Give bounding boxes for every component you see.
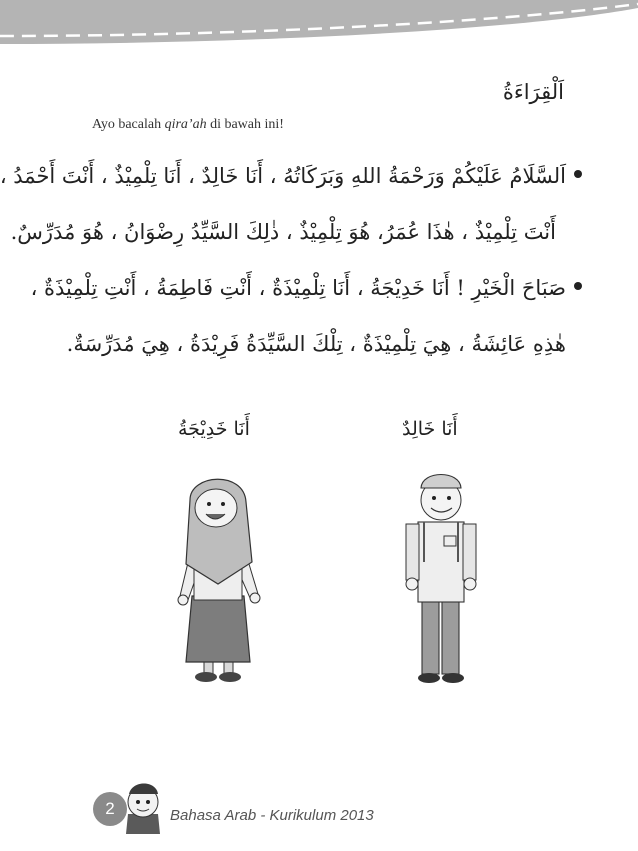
- header-banner: [0, 0, 638, 58]
- mascot-icon: [118, 778, 166, 834]
- caption-khalid: أَنَا خَالِدٌ: [402, 418, 458, 440]
- caption-khadijah: أَنَا خَدِيْجَةُ: [178, 418, 250, 440]
- paragraph-line: أَنْتَ تِلْمِيْذٌ ، هٰذَا عُمَرُ، هُوَ تِلْمِيْذٌ ، ذٰلِكَ السَّيِّدُ رِضْوَانُ ، هُوَ مُدَرِّسٌ.: [10, 220, 556, 244]
- girl-illustration: [168, 470, 268, 686]
- instruction-text: Ayo bacalah qira’ah di bawah ini!: [92, 117, 284, 132]
- page-number: 2: [93, 792, 127, 826]
- paragraph-line: اَلسَّلَامُ عَلَيْكُمْ وَرَحْمَةُ اللهِ وَبَرَكَاتُهُ ، أَنَا خَالِدٌ ، أَنَا تِلْمِيْذٌ ، أَنْتَ أَحْمَدُ ،: [0, 164, 566, 188]
- paragraph-1: [0, 148, 566, 260]
- bullet-icon: [574, 170, 582, 178]
- paragraph-2: [30, 260, 566, 372]
- paragraph-line: هٰذِهِ عَائِشَةُ ، هِيَ تِلْمِيْذَةٌ ، تِلْكَ السَّيِّدَةُ فَرِيْدَةُ ، هِيَ مُدَرِّسَةٌ.: [66, 332, 566, 356]
- boy-illustration: [398, 466, 484, 688]
- bullet-icon: [574, 282, 582, 290]
- book-title: Bahasa Arab - Kurikulum 2013: [170, 807, 374, 824]
- paragraph-line: صَبَاحَ الْخَيْرِ ! أَنَا خَدِيْجَةُ ، أَنَا تِلْمِيْذَةٌ ، أَنْتِ فَاطِمَةُ ، أَنْتِ تِلْمِيْذَةٌ ،: [30, 276, 566, 300]
- section-title: اَلْقِرَاءَةُ: [502, 80, 564, 104]
